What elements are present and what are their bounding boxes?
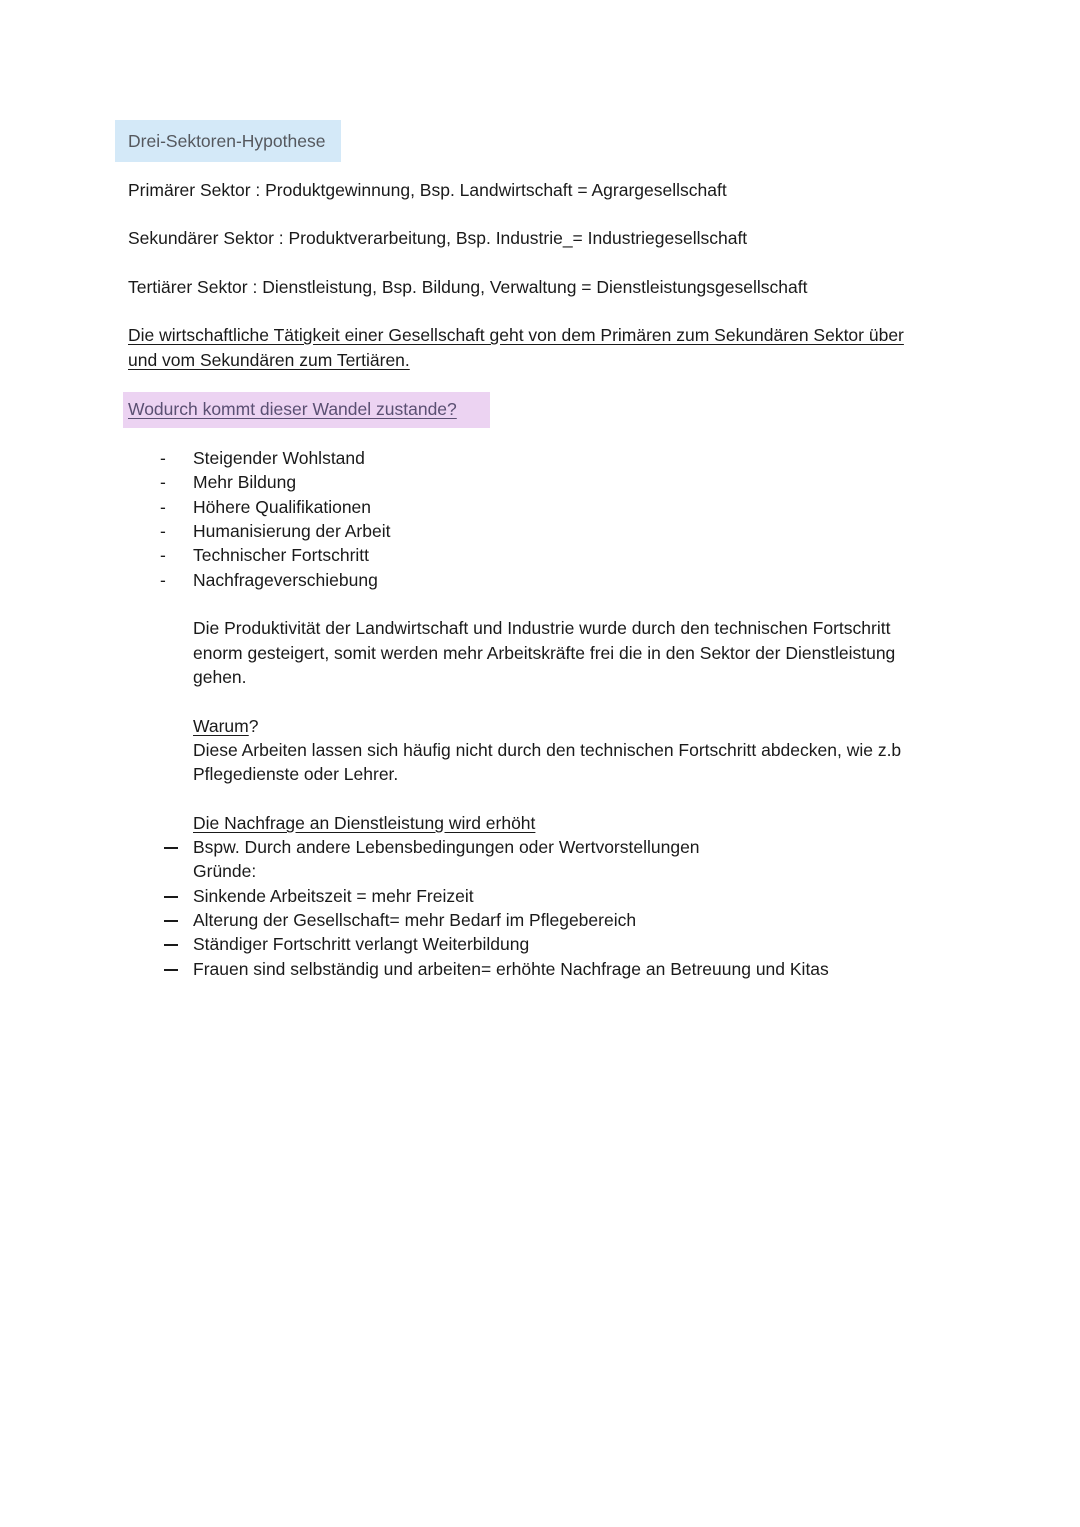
list-bullet: -: [160, 497, 166, 517]
list-bullet: -: [160, 570, 166, 590]
list-bullet: -: [160, 521, 166, 541]
list-item: Nachfrageverschiebung: [193, 570, 378, 590]
demand-heading: Die Nachfrage an Dienstleistung wird erhöht: [193, 813, 536, 833]
sector-tertiary: Tertiärer Sektor : Dienstleistung, Bsp. Bildung, Verwaltung = Dienstleistungsgesellschaft: [128, 277, 808, 297]
list-bullet: [164, 944, 178, 946]
warum-line-2: Pflegedienste oder Lehrer.: [193, 764, 399, 784]
list-bullet: [164, 847, 178, 849]
thesis-line-2: und vom Sekundären zum Tertiären.: [128, 350, 410, 370]
sector-primary: Primärer Sektor : Produktgewinnung, Bsp. Landwirtschaft = Agrargesellschaft: [128, 180, 727, 200]
warum-heading-suffix: ?: [248, 716, 259, 736]
list-bullet: [164, 896, 178, 898]
sector-secondary: Sekundärer Sektor : Produktverarbeitung, Bsp. Industrie_= Industriegesellschaft: [128, 228, 748, 248]
explanation-line-1: Die Produktivität der Landwirtschaft und Industrie wurde durch den technischen Fortschritt: [193, 618, 891, 638]
list-bullet: -: [160, 472, 166, 492]
list-bullet: -: [160, 545, 166, 565]
explanation-line-2: enorm gesteigert, somit werden mehr Arbeitskräfte frei die in den Sektor der Dienstleistung: [193, 643, 896, 663]
list-item: Humanisierung der Arbeit: [193, 521, 391, 541]
question-heading: Wodurch kommt dieser Wandel zustande?: [128, 399, 457, 419]
warum-heading: [193, 714, 258, 738]
list-bullet: -: [160, 448, 166, 468]
list-bullet: [164, 969, 178, 971]
page-title: Drei-Sektoren-Hypothese: [128, 131, 326, 151]
warum-line-1: Diese Arbeiten lassen sich häufig nicht durch den technischen Fortschritt abdecken, wie z.b: [193, 740, 902, 760]
list-item: Sinkende Arbeitszeit = mehr Freizeit: [193, 886, 474, 906]
list-item: Ständiger Fortschritt verlangt Weiterbildung: [193, 934, 530, 954]
list-item: Höhere Qualifikationen: [193, 497, 372, 517]
explanation-line-3: gehen.: [193, 667, 247, 687]
demand-example: Bspw. Durch andere Lebensbedingungen oder Wertvorstellungen: [193, 837, 700, 857]
list-bullet: [164, 920, 178, 922]
thesis-line-1: Die wirtschaftliche Tätigkeit einer Gesellschaft geht von dem Primären zum Sekundären Sektor über: [128, 325, 904, 345]
list-item: Technischer Fortschritt: [193, 545, 370, 565]
list-item: Frauen sind selbständig und arbeiten= erhöhte Nachfrage an Betreuung und Kitas: [193, 959, 829, 979]
reasons-label: Gründe:: [193, 861, 257, 881]
warum-heading-text: Warum: [193, 716, 249, 736]
list-item: Alterung der Gesellschaft= mehr Bedarf im Pflegebereich: [193, 910, 637, 930]
list-item: Steigender Wohlstand: [193, 448, 365, 468]
list-item: Mehr Bildung: [193, 472, 297, 492]
